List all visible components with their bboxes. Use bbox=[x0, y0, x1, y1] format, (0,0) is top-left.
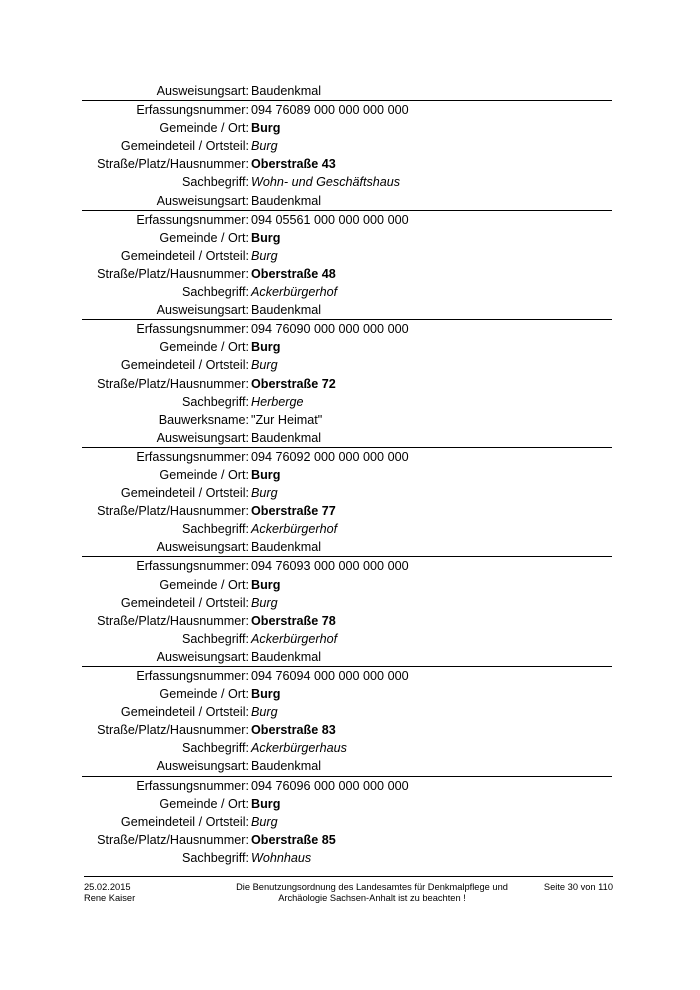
field-label: Gemeinde / Ort: bbox=[159, 121, 249, 136]
field-label: Erfassungsnummer: bbox=[136, 559, 249, 574]
field-label: Gemeindeteil / Ortsteil: bbox=[120, 705, 249, 720]
field-label: Ausweisungsart: bbox=[156, 649, 249, 664]
record-field-row bbox=[82, 612, 612, 630]
record-field-row bbox=[82, 192, 612, 210]
field-value: Burg bbox=[251, 595, 278, 610]
field-label: Gemeindeteil / Ortsteil: bbox=[120, 595, 249, 610]
field-value: Burg bbox=[251, 577, 281, 592]
field-label: Sachbegriff: bbox=[182, 850, 249, 865]
record-field-row bbox=[82, 576, 612, 594]
field-value: Ackerbürgerhof bbox=[251, 285, 338, 300]
record-field-row bbox=[82, 211, 612, 229]
field-label: Gemeindeteil / Ortsteil: bbox=[120, 814, 249, 829]
record-field-row bbox=[82, 557, 612, 575]
field-value: Ackerbürgerhof bbox=[251, 522, 338, 537]
field-label: Gemeinde / Ort: bbox=[159, 230, 249, 245]
field-value: 094 05561 000 000 000 000 bbox=[251, 212, 409, 227]
field-label: Ausweisungsart: bbox=[156, 759, 249, 774]
field-value: Oberstraße 48 bbox=[251, 266, 336, 281]
record-field-row bbox=[82, 137, 612, 155]
record-field-row bbox=[82, 356, 612, 374]
field-value: 094 76093 000 000 000 000 bbox=[251, 559, 409, 574]
field-value: Burg bbox=[251, 814, 278, 829]
field-label: Sachbegriff: bbox=[182, 175, 249, 190]
record-field-row bbox=[82, 301, 612, 319]
record-field-row bbox=[82, 502, 612, 520]
field-value: 094 76090 000 000 000 000 bbox=[251, 322, 409, 337]
field-value: Oberstraße 83 bbox=[251, 723, 336, 738]
field-label: Gemeinde / Ort: bbox=[159, 796, 249, 811]
field-value: Ackerbürgerhaus bbox=[251, 741, 347, 756]
record-field-row bbox=[82, 739, 612, 757]
field-label: Sachbegriff: bbox=[182, 741, 249, 756]
field-value: Oberstraße 78 bbox=[251, 613, 336, 628]
field-label: Erfassungsnummer: bbox=[136, 669, 249, 683]
field-value: Baudenkmal bbox=[251, 193, 322, 208]
record-field-row bbox=[82, 831, 612, 849]
record-field-row bbox=[82, 721, 612, 739]
record-field-row bbox=[82, 448, 612, 466]
record-field-row bbox=[82, 375, 612, 393]
field-value: Burg bbox=[251, 121, 281, 136]
record-field-row bbox=[82, 648, 612, 666]
record-field-row bbox=[82, 338, 612, 356]
monument-record bbox=[82, 448, 612, 558]
record-field-row bbox=[82, 630, 612, 648]
field-label: Sachbegriff: bbox=[182, 285, 249, 300]
field-value: Burg bbox=[251, 705, 278, 720]
record-field-row bbox=[82, 82, 612, 100]
field-label: Gemeinde / Ort: bbox=[159, 577, 249, 592]
field-value: Burg bbox=[251, 796, 281, 811]
field-value: Wohnhaus bbox=[251, 850, 312, 865]
field-value: Burg bbox=[251, 340, 281, 355]
field-value: Burg bbox=[251, 467, 281, 482]
footer-author: Rene Kaiser bbox=[84, 893, 136, 903]
field-label: Erfassungsnummer: bbox=[136, 103, 249, 118]
record-field-row bbox=[82, 429, 612, 447]
record-field-row bbox=[82, 667, 612, 685]
record-field-row bbox=[82, 466, 612, 484]
field-value: Burg bbox=[251, 248, 278, 263]
field-value: Baudenkmal bbox=[251, 303, 322, 318]
record-field-row bbox=[82, 538, 612, 556]
monument-record bbox=[82, 211, 612, 321]
record-field-row bbox=[82, 155, 612, 173]
field-label: Bauwerksname: bbox=[158, 412, 249, 427]
field-value: Baudenkmal bbox=[251, 649, 322, 664]
record-field-row bbox=[82, 101, 612, 119]
record-field-row bbox=[82, 119, 612, 137]
record-field-row bbox=[82, 247, 612, 265]
footer-left bbox=[84, 882, 135, 904]
field-value: Oberstraße 72 bbox=[251, 376, 336, 391]
field-value: Herberge bbox=[251, 394, 304, 409]
footer-notice bbox=[232, 882, 512, 904]
field-label: Ausweisungsart: bbox=[156, 430, 249, 445]
footer-notice-line-1: Die Benutzungsordnung des Landesamtes für Denkmalpflege und bbox=[236, 882, 508, 892]
monument-record bbox=[82, 557, 612, 667]
field-label: Erfassungsnummer: bbox=[136, 449, 249, 464]
field-value: Oberstraße 43 bbox=[251, 157, 336, 172]
record-field-row bbox=[82, 229, 612, 247]
footer-notice-line-2: Archäologie Sachsen-Anhalt ist zu beachten ! bbox=[278, 893, 466, 903]
record-field-row bbox=[82, 265, 612, 283]
record-field-row bbox=[82, 393, 612, 411]
field-value: Baudenkmal bbox=[251, 84, 322, 98]
monument-record bbox=[82, 101, 612, 211]
monument-record bbox=[82, 667, 612, 777]
field-label: Gemeindeteil / Ortsteil: bbox=[120, 139, 249, 154]
field-value: Burg bbox=[251, 358, 278, 373]
field-label: Gemeindeteil / Ortsteil: bbox=[120, 358, 249, 373]
field-label: Erfassungsnummer: bbox=[136, 322, 249, 337]
field-label: Sachbegriff: bbox=[182, 522, 249, 537]
field-value: Oberstraße 77 bbox=[251, 504, 336, 519]
field-value: Burg bbox=[251, 139, 278, 154]
record-field-row bbox=[82, 757, 612, 775]
field-value: Baudenkmal bbox=[251, 540, 322, 555]
record-field-row bbox=[82, 594, 612, 612]
field-label: Straße/Platz/Hausnummer: bbox=[97, 832, 249, 847]
field-value: Burg bbox=[251, 486, 278, 501]
record-field-row bbox=[82, 795, 612, 813]
field-value: Burg bbox=[251, 230, 281, 245]
record-field-row bbox=[82, 703, 612, 721]
field-label: Gemeinde / Ort: bbox=[159, 340, 249, 355]
record-field-row bbox=[82, 777, 612, 795]
field-label: Ausweisungsart: bbox=[156, 303, 249, 318]
record-field-row bbox=[82, 320, 612, 338]
field-label: Ausweisungsart: bbox=[156, 84, 249, 98]
field-label: Straße/Platz/Hausnummer: bbox=[97, 157, 249, 172]
page-footer bbox=[84, 876, 613, 903]
monument-record-list bbox=[0, 82, 700, 867]
record-field-row bbox=[82, 173, 612, 191]
field-value: Burg bbox=[251, 687, 281, 702]
footer-date: 25.02.2015 bbox=[84, 882, 131, 892]
monument-record bbox=[82, 82, 612, 101]
record-field-row bbox=[82, 520, 612, 538]
field-label: Gemeinde / Ort: bbox=[159, 467, 249, 482]
field-value: 094 76096 000 000 000 000 bbox=[251, 778, 409, 793]
field-label: Erfassungsnummer: bbox=[136, 778, 249, 793]
field-label: Ausweisungsart: bbox=[156, 193, 249, 208]
field-label: Gemeindeteil / Ortsteil: bbox=[120, 248, 249, 263]
field-label: Gemeindeteil / Ortsteil: bbox=[120, 486, 249, 501]
field-value: Ackerbürgerhof bbox=[251, 631, 338, 646]
monument-record bbox=[82, 777, 612, 867]
field-label: Straße/Platz/Hausnummer: bbox=[97, 504, 249, 519]
record-field-row bbox=[82, 411, 612, 429]
record-field-row bbox=[82, 813, 612, 831]
field-label: Erfassungsnummer: bbox=[136, 212, 249, 227]
field-label: Sachbegriff: bbox=[182, 394, 249, 409]
monument-record bbox=[82, 320, 612, 448]
field-value: "Zur Heimat" bbox=[251, 412, 323, 427]
field-value: Oberstraße 85 bbox=[251, 832, 336, 847]
field-label: Ausweisungsart: bbox=[156, 540, 249, 555]
field-value: Baudenkmal bbox=[251, 430, 322, 445]
record-field-row bbox=[82, 685, 612, 703]
field-label: Straße/Platz/Hausnummer: bbox=[97, 376, 249, 391]
footer-page-number: Seite 30 von 110 bbox=[543, 882, 613, 892]
field-label: Straße/Platz/Hausnummer: bbox=[97, 266, 249, 281]
field-value: 094 76092 000 000 000 000 bbox=[251, 449, 409, 464]
record-field-row bbox=[82, 849, 612, 867]
record-field-row bbox=[82, 484, 612, 502]
field-label: Straße/Platz/Hausnummer: bbox=[97, 613, 249, 628]
field-value: 094 76094 000 000 000 000 bbox=[251, 669, 409, 683]
field-value: Wohn- und Geschäftshaus bbox=[251, 175, 401, 190]
record-field-row bbox=[82, 283, 612, 301]
field-label: Gemeinde / Ort: bbox=[159, 687, 249, 702]
field-value: 094 76089 000 000 000 000 bbox=[251, 103, 409, 118]
field-label: Sachbegriff: bbox=[182, 631, 249, 646]
field-label: Straße/Platz/Hausnummer: bbox=[97, 723, 249, 738]
field-value: Baudenkmal bbox=[251, 759, 322, 774]
